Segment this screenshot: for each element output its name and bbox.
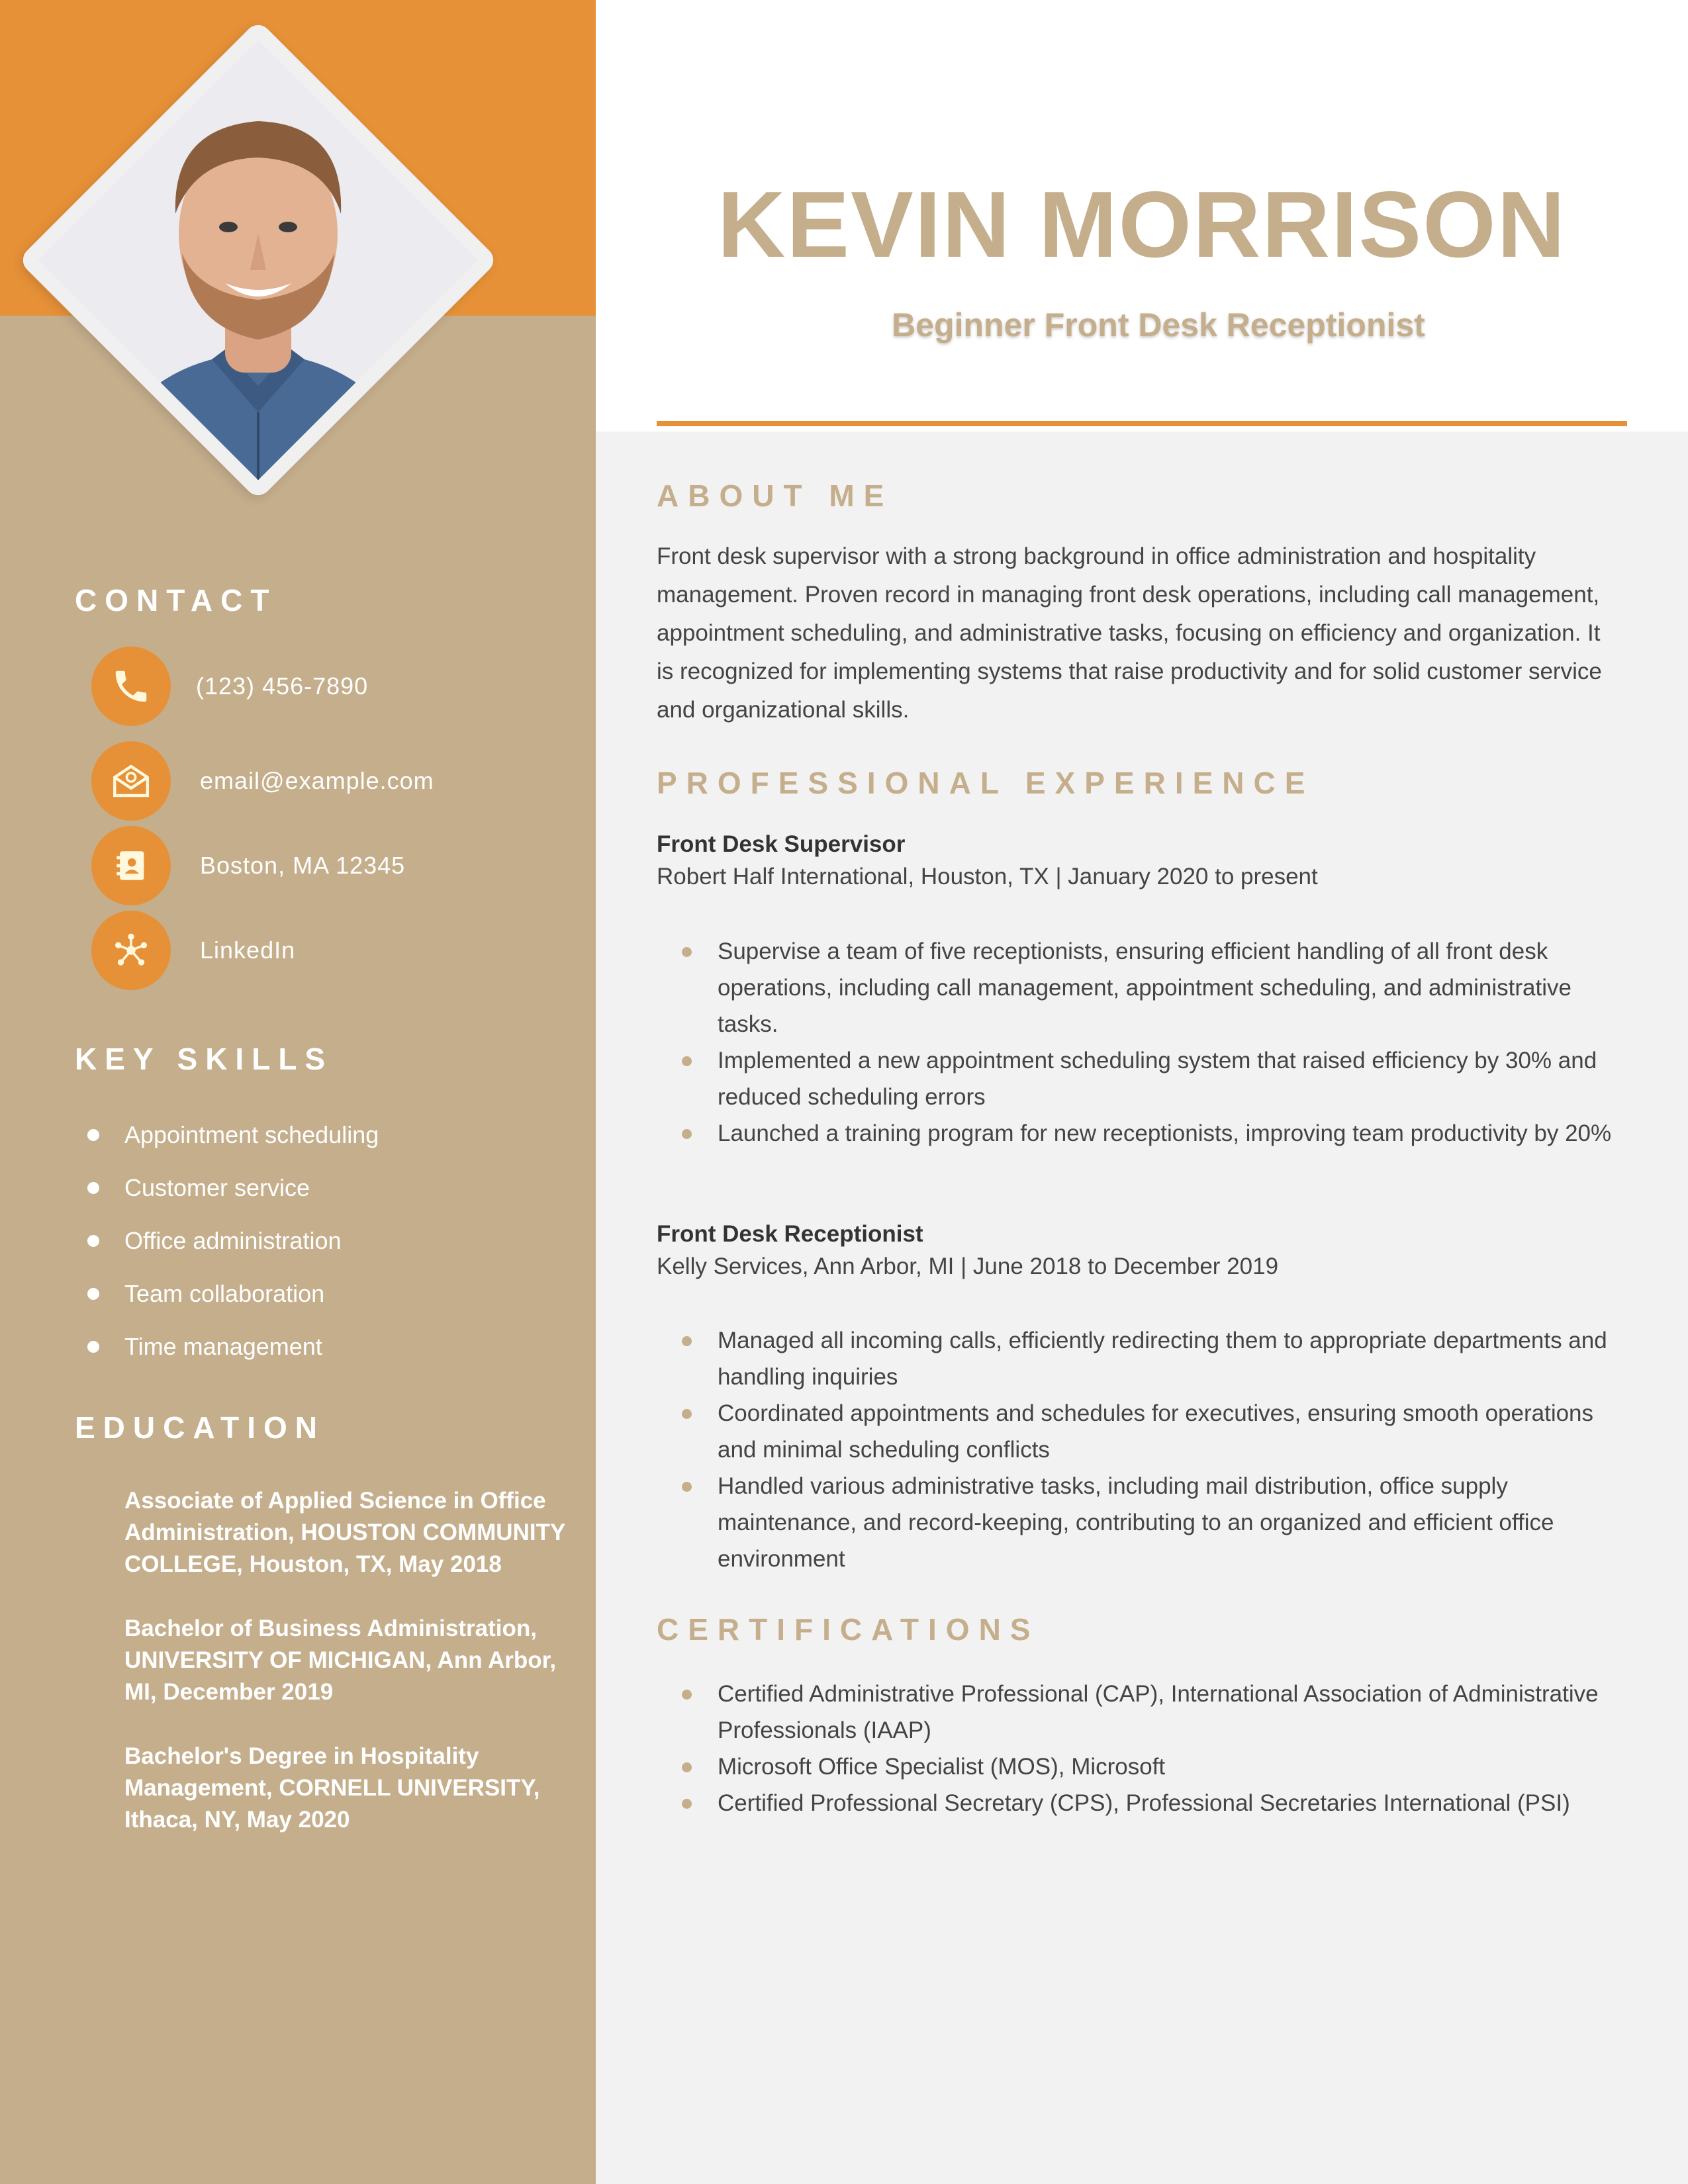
address-book-icon — [112, 846, 150, 885]
contact-location — [91, 826, 568, 905]
about-heading: ABOUT ME — [657, 478, 894, 513]
about-text: Front desk supervisor with a strong background in office administration and hospitality management. Proven record in managing front desk operations, including call management, appointment scheduling, and administrative tasks, focusing on efficiency and organization. It is recognized for implementing systems that raise productivity and for solid customer service and organizational skills. — [657, 543, 1602, 723]
network-icon-badge — [91, 911, 171, 990]
contact-heading: CONTACT — [75, 583, 277, 617]
education-heading: EDUCATION — [75, 1410, 326, 1445]
certification-item: Microsoft Office Specialist (MOS), Microsoft — [682, 1749, 1635, 1785]
job-title: Front Desk Receptionist — [657, 1221, 923, 1247]
job-bullet: Launched a training program for new receptionists, improving team productivity by 20% — [682, 1115, 1635, 1152]
sidebar — [0, 0, 596, 2184]
skill-item: Office administration — [87, 1214, 379, 1267]
contact-phone — [91, 647, 568, 726]
job-bullets — [682, 933, 1635, 1152]
contact-email-text: email@example.com — [200, 767, 434, 794]
job-title-subtitle: Beginner Front Desk Receptionist — [892, 306, 1425, 343]
envelope-icon — [109, 759, 153, 803]
job-bullet: Coordinated appointments and schedules for executives, ensuring smooth operations and minimal scheduling conflicts — [682, 1395, 1635, 1468]
skills-heading: KEY SKILLS — [75, 1042, 334, 1076]
certification-item: Certified Administrative Professional (CAP), International Association of Administrative Professionals (IAAP) — [682, 1676, 1635, 1749]
network-icon — [111, 930, 152, 971]
skill-item: Customer service — [87, 1161, 379, 1214]
skill-item: Team collaboration — [87, 1267, 379, 1320]
contact-phone-text: (123) 456-7890 — [196, 672, 369, 700]
education-item: Bachelor's Degree in Hospitality Management, CORNELL UNIVERSITY, Ithaca, NY, May 2020 — [124, 1743, 540, 1833]
skill-item: Time management — [87, 1320, 379, 1373]
job-title: Front Desk Supervisor — [657, 831, 906, 857]
address-book-icon-badge — [91, 826, 171, 905]
contact-linkedin-text[interactable]: LinkedIn — [200, 936, 296, 964]
certifications-heading: CERTIFICATIONS — [657, 1612, 1040, 1647]
job-bullet: Implemented a new appointment scheduling system that raised efficiency by 30% and reduced scheduling errors — [682, 1042, 1635, 1115]
skills-list — [87, 1109, 379, 1373]
contact-location-text: Boston, MA 12345 — [200, 852, 406, 879]
job-bullet: Handled various administrative tasks, including mail distribution, office supply maintenance, and record-keeping, contributing to an organized and efficient office environment — [682, 1468, 1635, 1577]
job-meta: Kelly Services, Ann Arbor, MI | June 2018 to December 2019 — [657, 1253, 1279, 1279]
job-bullet: Managed all incoming calls, efficiently redirecting them to appropriate departments and handling inquiries — [682, 1322, 1635, 1395]
skill-item: Appointment scheduling — [87, 1109, 379, 1161]
experience-heading: PROFESSIONAL EXPERIENCE — [657, 766, 1315, 800]
job-meta: Robert Half International, Houston, TX | January 2020 to present — [657, 864, 1318, 889]
envelope-icon-badge — [91, 741, 171, 821]
education-item: Associate of Applied Science in Office Administration, HOUSTON COMMUNITY COLLEGE, Houston, TX, May 2018 — [124, 1488, 565, 1577]
header-divider — [657, 421, 1627, 426]
contact-email — [91, 741, 568, 821]
job-bullet: Supervise a team of five receptionists, ensuring efficient handling of all front desk operations, including call management, appointment scheduling, and administrative tasks. — [682, 933, 1635, 1042]
job-bullets — [682, 1322, 1635, 1577]
candidate-name: KEVIN MORRISON — [717, 172, 1567, 277]
education-item: Bachelor of Business Administration, UNIVERSITY OF MICHIGAN, Ann Arbor, MI, December 2019 — [124, 1615, 557, 1705]
contact-linkedin[interactable] — [91, 911, 568, 990]
certifications-list — [682, 1676, 1635, 1821]
phone-icon-badge — [91, 647, 171, 726]
certification-item: Certified Professional Secretary (CPS), Professional Secretaries International (PSI) — [682, 1785, 1635, 1821]
phone-icon — [111, 666, 152, 707]
